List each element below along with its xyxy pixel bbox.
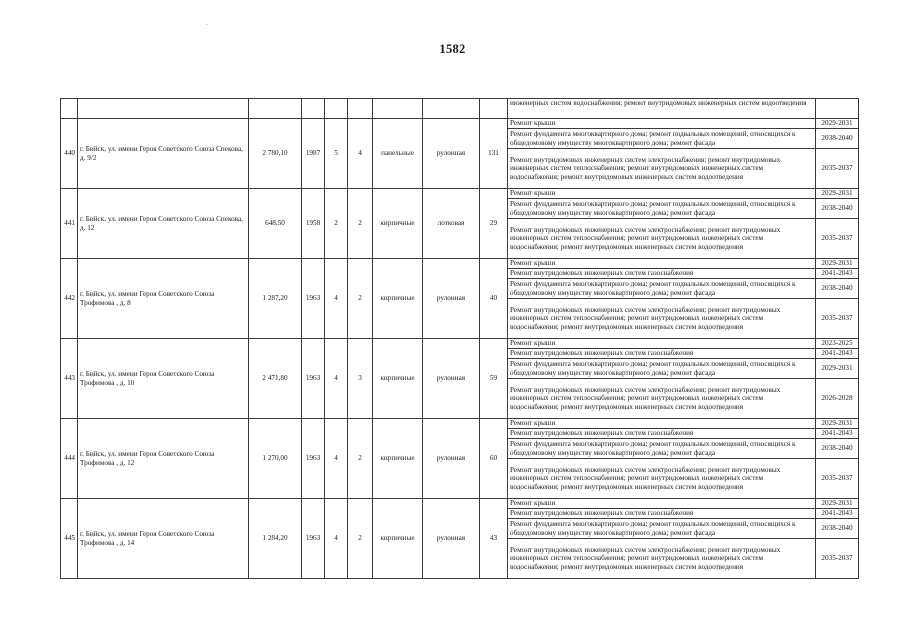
row-number: 442 <box>61 259 78 339</box>
repair-period-cell: 2035-2037 <box>816 219 859 259</box>
repair-period-cell: 2023-2025 <box>816 339 859 349</box>
table-row <box>61 419 859 429</box>
table-row <box>61 339 859 349</box>
year-built-cell: 1963 <box>302 339 325 419</box>
wall-material-cell: панельные <box>373 119 423 189</box>
work-type-cell: Ремонт внутридомовых инженерных систем газоснабжения <box>508 509 816 519</box>
area-cell: 2 471,80 <box>249 339 302 419</box>
repair-period-cell: 2035-2037 <box>816 459 859 499</box>
work-type-cell: Ремонт внутридомовых инженерных систем газоснабжения <box>508 269 816 279</box>
roof-type-cell: лотковая <box>423 189 480 259</box>
work-type-cell: Ремонт внутридомовых инженерных систем электроснабжения; ремонт внутридомовых инженерных систем теплоснабжения; ремонт внутридомовых инженерных систем водоснабжения; ремонт внутридомовых инженерных систем водоотведения <box>508 539 816 579</box>
area-cell: 1 287,20 <box>249 259 302 339</box>
table-row <box>61 119 859 129</box>
row-number: 444 <box>61 419 78 499</box>
continuation-row <box>61 99 859 119</box>
year-built-cell: 1963 <box>302 499 325 579</box>
repair-period-cell: 2041-2043 <box>816 349 859 359</box>
repair-period-cell: 2029-2031 <box>816 499 859 509</box>
repair-period-cell: 2029-2031 <box>816 419 859 429</box>
continued-work-text: инженерных систем водоснабжения; ремонт внутридомовых инженерных систем водоотведения <box>508 99 816 119</box>
repair-period-cell: 2038-2040 <box>816 439 859 459</box>
entrances-cell: 2 <box>348 259 373 339</box>
work-type-cell: Ремонт внутридомовых инженерных систем электроснабжения; ремонт внутридомовых инженерных систем теплоснабжения; ремонт внутридомовых инженерных систем водоснабжения; ремонт внутридомовых инженерных систем водоотведения <box>508 379 816 419</box>
repair-period-cell: 2041-2043 <box>816 269 859 279</box>
floors-cell: 4 <box>325 419 348 499</box>
residents-cell: 59 <box>480 339 508 419</box>
repair-period-cell: 2041-2043 <box>816 509 859 519</box>
roof-type-cell: рулонная <box>423 419 480 499</box>
work-type-cell: Ремонт крыши <box>508 119 816 129</box>
address-cell: г. Бийск, ул. имени Героя Советского Союза Трофимова , д. 10 <box>78 339 249 419</box>
work-type-cell: Ремонт внутридомовых инженерных систем газоснабжения <box>508 349 816 359</box>
work-type-cell: Ремонт фундамента многоквартирного дома; ремонт подвальных помещений, относящихся к общедомовому имуществу многоквартирного дома; ремонт фасада <box>508 279 816 299</box>
floors-cell: 4 <box>325 499 348 579</box>
year-built-cell: 1963 <box>302 259 325 339</box>
repair-period-cell: 2038-2040 <box>816 199 859 219</box>
entrances-cell: 2 <box>348 499 373 579</box>
repair-period-cell: 2029-2031 <box>816 259 859 269</box>
scan-speck <box>206 24 207 25</box>
wall-material-cell: кирпичные <box>373 259 423 339</box>
row-number: 440 <box>61 119 78 189</box>
area-cell: 648,50 <box>249 189 302 259</box>
floors-cell: 4 <box>325 259 348 339</box>
repair-period-cell: 2029-2031 <box>816 189 859 199</box>
repair-period-cell: 2041-2043 <box>816 429 859 439</box>
table-row <box>61 189 859 199</box>
work-type-cell: Ремонт фундамента многоквартирного дома; ремонт подвальных помещений, относящихся к общедомовому имуществу многоквартирного дома; ремонт фасада <box>508 439 816 459</box>
entrances-cell: 3 <box>348 339 373 419</box>
residents-cell: 40 <box>480 259 508 339</box>
work-type-cell: Ремонт крыши <box>508 189 816 199</box>
repair-period-cell: 2038-2040 <box>816 519 859 539</box>
residents-cell: 43 <box>480 499 508 579</box>
repair-period-cell: 2038-2040 <box>816 279 859 299</box>
work-type-cell: Ремонт крыши <box>508 499 816 509</box>
address-cell: г. Бийск, ул. имени Героя Советского Союза Спекова, д. 12 <box>78 189 249 259</box>
work-type-cell: Ремонт крыши <box>508 259 816 269</box>
repair-period-cell: 2035-2037 <box>816 299 859 339</box>
residents-cell: 131 <box>480 119 508 189</box>
entrances-cell: 4 <box>348 119 373 189</box>
row-number: 443 <box>61 339 78 419</box>
year-built-cell: 1987 <box>302 119 325 189</box>
wall-material-cell: кирпичные <box>373 189 423 259</box>
roof-type-cell: рулонная <box>423 119 480 189</box>
work-type-cell: Ремонт внутридомовых инженерных систем электроснабжения; ремонт внутридомовых инженерных систем теплоснабжения; ремонт внутридомовых инженерных систем водоснабжения; ремонт внутридомовых инженерных систем водоотведения <box>508 219 816 259</box>
repair-period-cell: 2035-2037 <box>816 539 859 579</box>
address-cell: г. Бийск, ул. имени Героя Советского Союза Трофимова , д. 14 <box>78 499 249 579</box>
floors-cell: 2 <box>325 189 348 259</box>
building-repair-table <box>60 98 859 579</box>
residents-cell: 60 <box>480 419 508 499</box>
floors-cell: 4 <box>325 339 348 419</box>
address-cell: г. Бийск, ул. имени Героя Советского Союза Спекова, д. 9/2 <box>78 119 249 189</box>
work-type-cell: Ремонт крыши <box>508 339 816 349</box>
row-number: 441 <box>61 189 78 259</box>
area-cell: 1 270,00 <box>249 419 302 499</box>
year-built-cell: 1958 <box>302 189 325 259</box>
residents-cell: 29 <box>480 189 508 259</box>
work-type-cell: Ремонт фундамента многоквартирного дома; ремонт подвальных помещений, относящихся к общедомовому имуществу многоквартирного дома; ремонт фасада <box>508 359 816 379</box>
year-built-cell: 1963 <box>302 419 325 499</box>
work-type-cell: Ремонт фундамента многоквартирного дома; ремонт подвальных помещений, относящихся к общедомовому имуществу многоквартирного дома; ремонт фасада <box>508 129 816 149</box>
table-row <box>61 499 859 509</box>
work-type-cell: Ремонт фундамента многоквартирного дома; ремонт подвальных помещений, относящихся к общедомовому имуществу многоквартирного дома; ремонт фасада <box>508 199 816 219</box>
address-cell: г. Бийск, ул. имени Героя Советского Союза Трофимова , д. 8 <box>78 259 249 339</box>
entrances-cell: 2 <box>348 189 373 259</box>
roof-type-cell: рулонная <box>423 339 480 419</box>
work-type-cell: Ремонт фундамента многоквартирного дома; ремонт подвальных помещений, относящихся к общедомовому имуществу многоквартирного дома; ремонт фасада <box>508 519 816 539</box>
repair-period-cell: 2026-2028 <box>816 379 859 419</box>
work-type-cell: Ремонт внутридомовых инженерных систем электроснабжения; ремонт внутридомовых инженерных систем теплоснабжения; ремонт внутридомовых инженерных систем водоснабжения; ремонт внутридомовых инженерных систем водоотведения <box>508 149 816 189</box>
entrances-cell: 2 <box>348 419 373 499</box>
area-cell: 1 284,20 <box>249 499 302 579</box>
row-number: 445 <box>61 499 78 579</box>
work-type-cell: Ремонт крыши <box>508 419 816 429</box>
page-number: 1582 <box>439 42 466 56</box>
roof-type-cell: рулонная <box>423 499 480 579</box>
wall-material-cell: кирпичные <box>373 419 423 499</box>
repair-period-cell: 2029-2031 <box>816 119 859 129</box>
address-cell: г. Бийск, ул. имени Героя Советского Союза Трофимова , д. 12 <box>78 419 249 499</box>
wall-material-cell: кирпичные <box>373 339 423 419</box>
floors-cell: 5 <box>325 119 348 189</box>
work-type-cell: Ремонт внутридомовых инженерных систем электроснабжения; ремонт внутридомовых инженерных систем теплоснабжения; ремонт внутридомовых инженерных систем водоснабжения; ремонт внутридомовых инженерных систем водоотведения <box>508 299 816 339</box>
work-type-cell: Ремонт внутридомовых инженерных систем электроснабжения; ремонт внутридомовых инженерных систем теплоснабжения; ремонт внутридомовых инженерных систем водоснабжения; ремонт внутридомовых инженерных систем водоотведения <box>508 459 816 499</box>
table-row <box>61 259 859 269</box>
repair-period-cell: 2029-2031 <box>816 359 859 379</box>
repair-period-cell: 2038-2040 <box>816 129 859 149</box>
roof-type-cell: рулонная <box>423 259 480 339</box>
area-cell: 2 780,10 <box>249 119 302 189</box>
repair-period-cell: 2035-2037 <box>816 149 859 189</box>
work-type-cell: Ремонт внутридомовых инженерных систем газоснабжения <box>508 429 816 439</box>
wall-material-cell: кирпичные <box>373 499 423 579</box>
